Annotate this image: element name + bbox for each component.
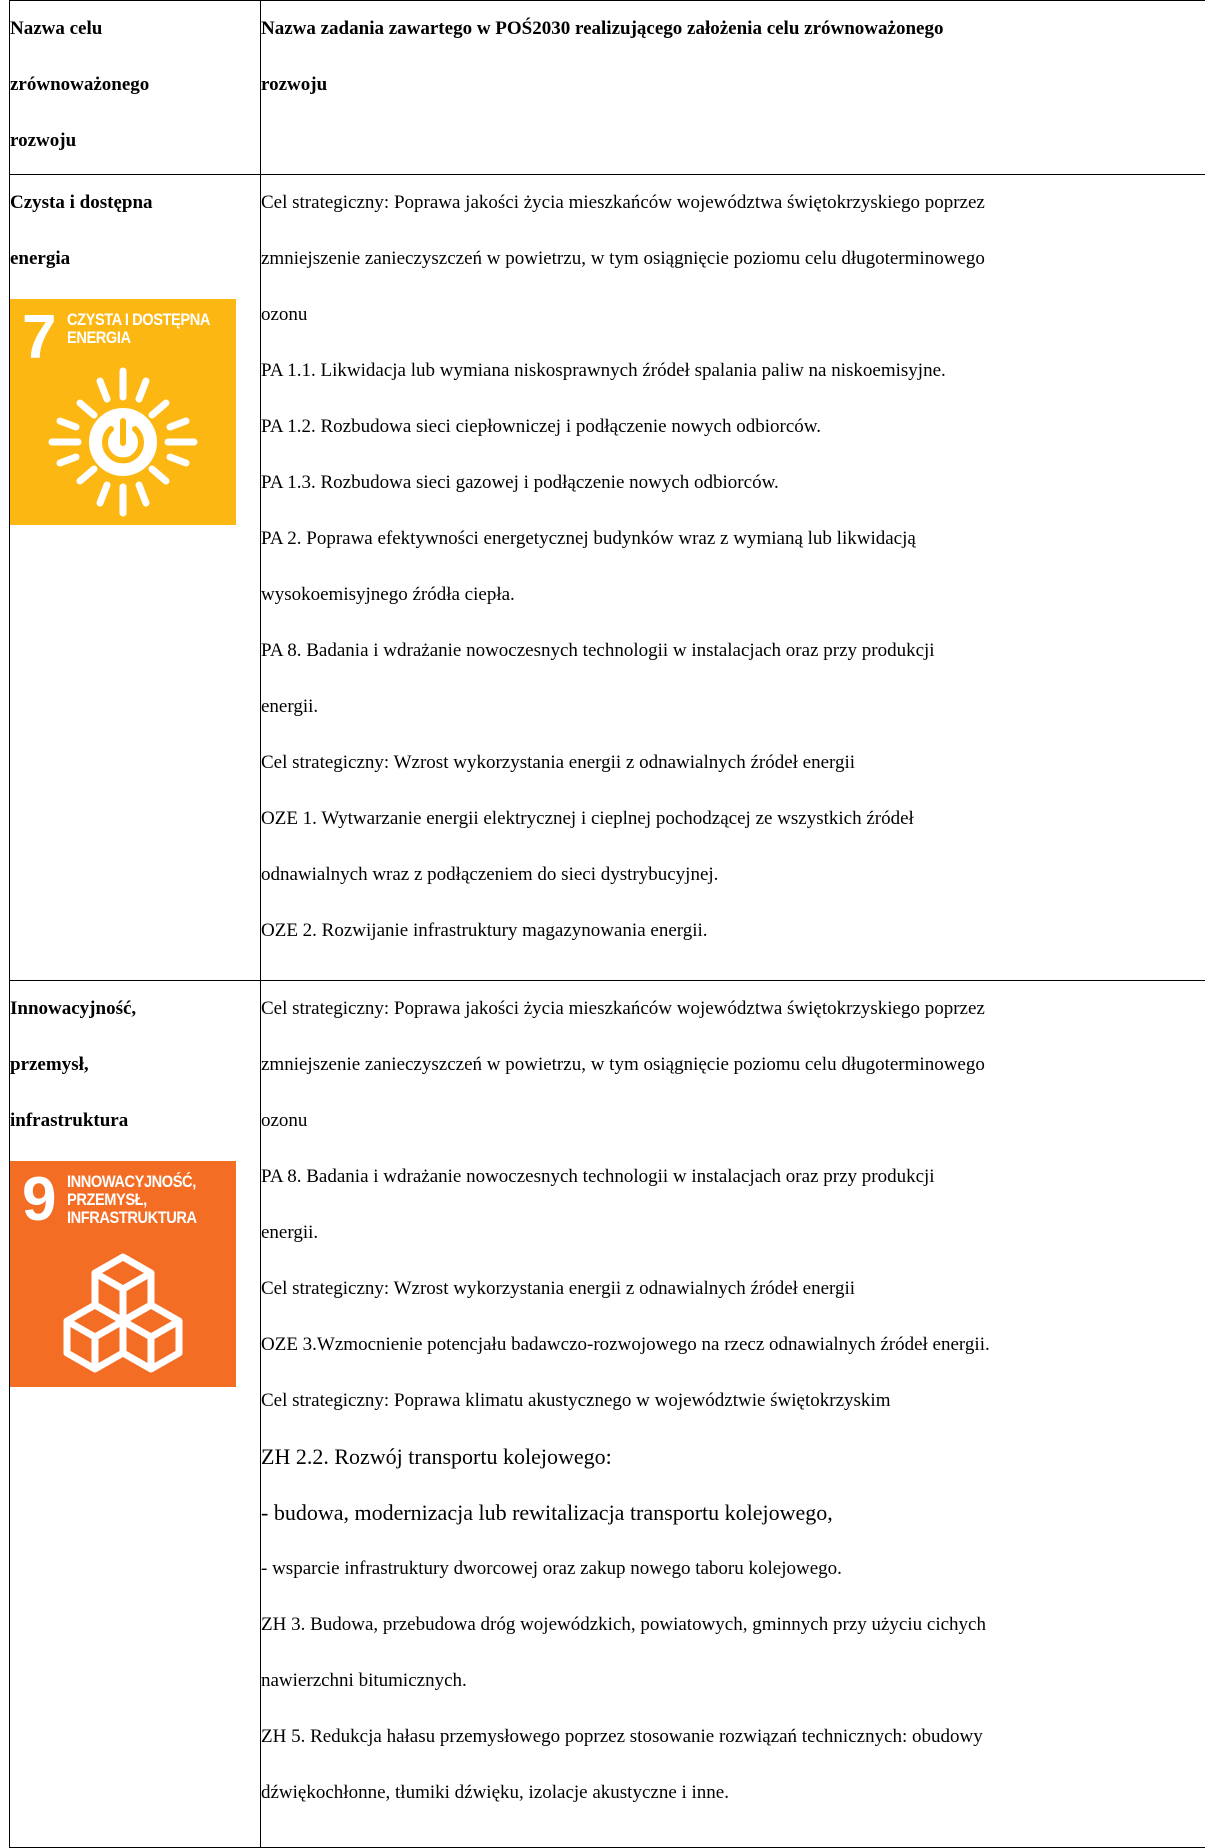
header-goal-line: Nazwa celu [10,1,260,57]
sdg-table [9,0,1205,1848]
goal-cell-7 [10,175,261,981]
task-line: Cel strategiczny: Poprawa klimatu akustycznego w województwie świętokrzyskim [261,1373,1205,1429]
header-goal-cell [10,1,261,175]
task-line: - budowa, modernizacja lub rewitalizacja transportu kolejowego, [261,1485,1205,1541]
header-goal-line: rozwoju [10,113,260,169]
task-line: ozonu [261,287,1205,343]
task-line: energii. [261,1205,1205,1261]
task-cell-9 [261,981,1205,1848]
task-line: PA 8. Badania i wdrażanie nowoczesnych technologii w instalacjach oraz przy produkcji [261,623,1205,679]
goal-name-line: Czysta i dostępna [10,175,260,231]
task-line: Cel strategiczny: Poprawa jakości życia mieszkańców województwa świętokrzyskiego poprzez [261,175,1205,231]
task-line: odnawialnych wraz z podłączeniem do sieci dystrybucyjnej. [261,847,1205,903]
sdg-number: 9 [22,1169,54,1231]
sun-power-icon [10,299,236,525]
task-line: ozonu [261,1093,1205,1149]
task-line: - wsparcie infrastruktury dworcowej oraz zakup nowego taboru kolejowego. [261,1541,1205,1597]
task-line: PA 2. Poprawa efektywności energetycznej budynków wraz z wymianą lub likwidacją [261,511,1205,567]
task-line: zmniejszenie zanieczyszczeń w powietrzu, w tym osiągnięcie poziomu celu długoterminowego [261,231,1205,287]
sdg-9-tile [10,1161,236,1387]
header-task-line: Nazwa zadania zawartego w POŚ2030 realizującego założenia celu zrównoważonego [261,1,1205,57]
table-row [10,981,1205,1848]
header-task-cell [261,1,1205,175]
task-line: ZH 3. Budowa, przebudowa dróg wojewódzkich, powiatowych, gminnych przy użyciu cichych [261,1597,1205,1653]
header-row [10,1,1205,175]
table-row [10,175,1205,981]
task-line: zmniejszenie zanieczyszczeń w powietrzu, w tym osiągnięcie poziomu celu długoterminowego [261,1037,1205,1093]
goal-name-line: Innowacyjność, [10,981,260,1037]
task-line: ZH 2.2. Rozwój transportu kolejowego: [261,1429,1205,1485]
goal-name-line: przemysł, [10,1037,260,1093]
sdg-label: CZYSTA I DOSTĘPNA ENERGIA [67,311,236,347]
sdg-number: 7 [22,307,54,369]
goal-cell-9 [10,981,261,1848]
task-line: ZH 5. Redukcja hałasu przemysłowego poprzez stosowanie rozwiązań technicznych: obudowy [261,1709,1205,1765]
goal-name-line: infrastruktura [10,1093,260,1149]
sdg-7-tile [10,299,236,525]
task-line: wysokoemisyjnego źródła ciepła. [261,567,1205,623]
task-line: dźwiękochłonne, tłumiki dźwięku, izolacje akustyczne i inne. [261,1765,1205,1821]
goal-name-line: energia [10,231,260,287]
task-line: PA 1.1. Likwidacja lub wymiana niskosprawnych źródeł spalania paliw na niskoemisyjne. [261,343,1205,399]
task-line: Cel strategiczny: Wzrost wykorzystania energii z odnawialnych źródeł energii [261,735,1205,791]
task-line: Cel strategiczny: Poprawa jakości życia mieszkańców województwa świętokrzyskiego poprzez [261,981,1205,1037]
task-line: OZE 1. Wytwarzanie energii elektrycznej i cieplnej pochodzącej ze wszystkich źródeł [261,791,1205,847]
header-task-line: rozwoju [261,57,1205,113]
cubes-icon [10,1161,236,1387]
task-cell-7 [261,175,1205,981]
sdg-label: INNOWACYJNOŚĆ, PRZEMYSŁ, INFRASTRUKTURA [67,1173,236,1227]
header-goal-line: zrównoważonego [10,57,260,113]
task-line: Cel strategiczny: Wzrost wykorzystania energii z odnawialnych źródeł energii [261,1261,1205,1317]
task-line: PA 1.2. Rozbudowa sieci ciepłowniczej i podłączenie nowych odbiorców. [261,399,1205,455]
task-line: OZE 2. Rozwijanie infrastruktury magazynowania energii. [261,903,1205,959]
task-line: nawierzchni bitumicznych. [261,1653,1205,1709]
task-line: PA 8. Badania i wdrażanie nowoczesnych technologii w instalacjach oraz przy produkcji [261,1149,1205,1205]
task-line: PA 1.3. Rozbudowa sieci gazowej i podłączenie nowych odbiorców. [261,455,1205,511]
task-line: OZE 3.Wzmocnienie potencjału badawczo-rozwojowego na rzecz odnawialnych źródeł energii. [261,1317,1205,1373]
task-line: energii. [261,679,1205,735]
